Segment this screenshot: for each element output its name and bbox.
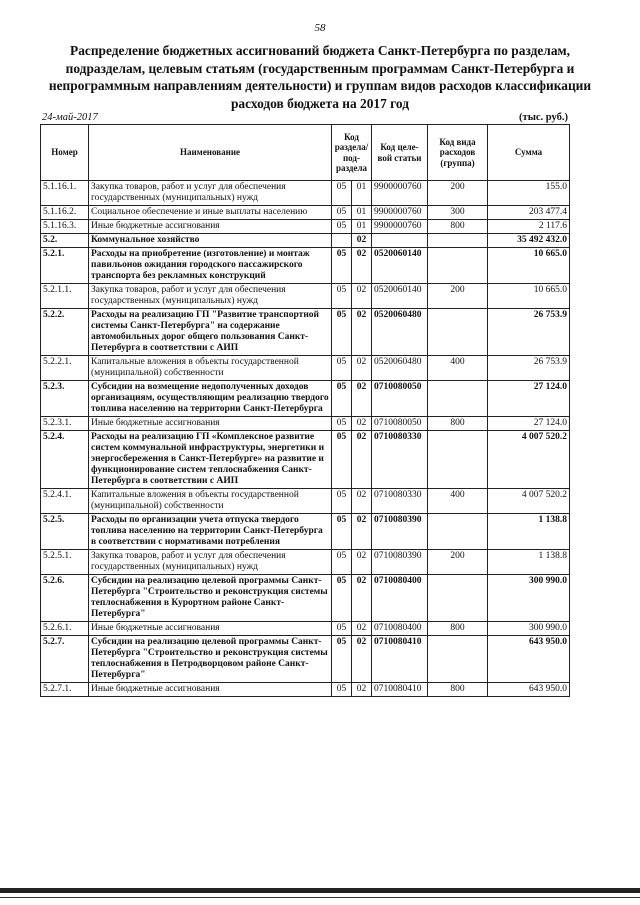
- row-number: 5.2.7.: [41, 636, 89, 683]
- row-sum: 155.0: [488, 181, 570, 206]
- table-row: [41, 550, 570, 575]
- table-row: [41, 489, 570, 514]
- row-name: Капитальные вложения в объекты государственной (муниципальной) собственности: [89, 356, 332, 381]
- row-number: 5.2.2.1.: [41, 356, 89, 381]
- row-section: 05: [332, 220, 352, 234]
- row-name: Субсидии на возмещение недополученных доходов организациям, осуществляющим реализацию твердого топлива населению на территории Санкт-Петербурга: [89, 381, 332, 417]
- table-row: [41, 575, 570, 622]
- row-expense-code: [428, 381, 488, 417]
- row-target-code: 0520060480: [372, 356, 428, 381]
- row-expense-code: 800: [428, 622, 488, 636]
- table-row: [41, 309, 570, 356]
- row-number: 5.2.1.: [41, 248, 89, 284]
- row-target-code: 9900000760: [372, 220, 428, 234]
- row-section: 05: [332, 356, 352, 381]
- budget-table: [40, 124, 570, 697]
- table-row: [41, 284, 570, 309]
- row-sum: 27 124.0: [488, 381, 570, 417]
- table-row: [41, 181, 570, 206]
- row-section: 05: [332, 181, 352, 206]
- row-name: Закупка товаров, работ и услуг для обеспечения государственных (муниципальных) нужд: [89, 284, 332, 309]
- row-target-code: 0710080390: [372, 514, 428, 550]
- row-subsection: 02: [352, 683, 372, 697]
- document-date: 24-май-2017: [42, 112, 98, 123]
- row-target-code: 0710080400: [372, 575, 428, 622]
- row-subsection: 02: [352, 431, 372, 489]
- row-section: 05: [332, 550, 352, 575]
- row-target-code: 0710080400: [372, 622, 428, 636]
- row-expense-code: [428, 309, 488, 356]
- row-subsection: 02: [352, 234, 372, 248]
- row-subsection: 02: [352, 309, 372, 356]
- row-target-code: [372, 234, 428, 248]
- row-target-code: 0710080050: [372, 417, 428, 431]
- row-subsection: 02: [352, 381, 372, 417]
- row-sum: 2 117.6: [488, 220, 570, 234]
- row-name: Социальное обеспечение и иные выплаты населению: [89, 206, 332, 220]
- row-subsection: 01: [352, 220, 372, 234]
- row-target-code: 0520060140: [372, 248, 428, 284]
- row-expense-code: 800: [428, 683, 488, 697]
- row-number: 5.2.4.1.: [41, 489, 89, 514]
- row-target-code: 0710080410: [372, 636, 428, 683]
- table-row: [41, 431, 570, 489]
- row-name: Иные бюджетные ассигнования: [89, 683, 332, 697]
- row-subsection: 01: [352, 206, 372, 220]
- row-sum: 1 138.8: [488, 514, 570, 550]
- row-subsection: 02: [352, 550, 372, 575]
- row-section: 05: [332, 575, 352, 622]
- row-section: 05: [332, 248, 352, 284]
- row-sum: 300 990.0: [488, 575, 570, 622]
- row-section: [332, 234, 352, 248]
- row-subsection: 02: [352, 636, 372, 683]
- row-number: 5.2.6.1.: [41, 622, 89, 636]
- row-section: 05: [332, 489, 352, 514]
- row-subsection: 02: [352, 514, 372, 550]
- row-target-code: 0710080330: [372, 431, 428, 489]
- row-name: Коммунальное хозяйство: [89, 234, 332, 248]
- row-expense-code: [428, 234, 488, 248]
- row-number: 5.2.: [41, 234, 89, 248]
- row-expense-code: 200: [428, 181, 488, 206]
- row-sum: 26 753.9: [488, 309, 570, 356]
- header-target-code: Код целе-вой статьи: [372, 125, 428, 181]
- row-subsection: 02: [352, 417, 372, 431]
- row-sum: 26 753.9: [488, 356, 570, 381]
- row-subsection: 02: [352, 489, 372, 514]
- row-expense-code: [428, 248, 488, 284]
- row-section: 05: [332, 636, 352, 683]
- row-target-code: 0520060140: [372, 284, 428, 309]
- row-number: 5.2.4.: [41, 431, 89, 489]
- row-section: 05: [332, 431, 352, 489]
- row-expense-code: [428, 636, 488, 683]
- header-expense-code: Код вида расходов (группа): [428, 125, 488, 181]
- row-sum: 643 950.0: [488, 636, 570, 683]
- row-expense-code: 400: [428, 356, 488, 381]
- table-row: [41, 622, 570, 636]
- row-sum: 35 492 432.0: [488, 234, 570, 248]
- row-section: 05: [332, 206, 352, 220]
- table-row: [41, 356, 570, 381]
- row-sum: 10 665.0: [488, 284, 570, 309]
- header-name: Наименование: [89, 125, 332, 181]
- row-expense-code: 400: [428, 489, 488, 514]
- row-name: Иные бюджетные ассигнования: [89, 622, 332, 636]
- row-target-code: 9900000760: [372, 181, 428, 206]
- table-row: [41, 514, 570, 550]
- row-target-code: 0710080390: [372, 550, 428, 575]
- row-sum: 4 007 520.2: [488, 489, 570, 514]
- row-name: Расходы на реализацию ГП «Комплексное развитие систем коммунальной инфраструктуры, энергетики и энергосбережения в Санкт-Петербурге» на развитие и функционирование систем теплоснабжения Санкт-Петербурга в соответствии с АИП: [89, 431, 332, 489]
- row-target-code: 0710080410: [372, 683, 428, 697]
- row-name: Расходы на приобретение (изготовление) и монтаж павильонов ожидания городского пассажирского транспорта без рекламных конструкций: [89, 248, 332, 284]
- row-name: Капитальные вложения в объекты государственной (муниципальной) собственности: [89, 489, 332, 514]
- row-expense-code: 300: [428, 206, 488, 220]
- page-number: 58: [314, 22, 326, 34]
- row-section: 05: [332, 683, 352, 697]
- table-row: [41, 248, 570, 284]
- row-expense-code: [428, 575, 488, 622]
- row-name: Расходы на реализацию ГП "Развитие транспортной системы Санкт-Петербурга" на содержание автомобильных дорог общего пользования Санкт-Петербурга в соответствии с АИП: [89, 309, 332, 356]
- row-sum: 203 477.4: [488, 206, 570, 220]
- table-row: [41, 683, 570, 697]
- row-subsection: 02: [352, 356, 372, 381]
- row-target-code: 0710080050: [372, 381, 428, 417]
- row-target-code: 9900000760: [372, 206, 428, 220]
- row-sum: 643 950.0: [488, 683, 570, 697]
- document-title: Распределение бюджетных ассигнований бюджета Санкт-Петербурга по разделам, подразделам, целевым статьям (государственным программам Санкт-Петербурга и непрограммным направлениям деятельности) и группам видов расходов классификации расходов бюджета на 2017 год: [48, 43, 592, 111]
- bottom-border: [0, 888, 640, 893]
- row-number: 5.2.6.: [41, 575, 89, 622]
- row-number: 5.1.16.1.: [41, 181, 89, 206]
- row-expense-code: 200: [428, 284, 488, 309]
- row-subsection: 02: [352, 248, 372, 284]
- row-name: Субсидии на реализацию целевой программы Санкт-Петербурга "Строительство и реконструкция системы теплоснабжения в Курортном районе Санкт-Петербурга": [89, 575, 332, 622]
- row-subsection: 02: [352, 284, 372, 309]
- row-number: 5.2.2.: [41, 309, 89, 356]
- row-name: Субсидии на реализацию целевой программы Санкт-Петербурга "Строительство и реконструкция системы теплоснабжения в Петродворцовом районе Санкт-Петербурга": [89, 636, 332, 683]
- header-section-code: Код раздела/ под-раздела: [332, 125, 372, 181]
- row-number: 5.2.5.: [41, 514, 89, 550]
- row-name: Иные бюджетные ассигнования: [89, 220, 332, 234]
- row-section: 05: [332, 514, 352, 550]
- row-number: 5.2.1.1.: [41, 284, 89, 309]
- row-target-code: 0520060480: [372, 309, 428, 356]
- header-sum: Сумма: [488, 125, 570, 181]
- row-section: 05: [332, 381, 352, 417]
- row-subsection: 02: [352, 575, 372, 622]
- table-row: [41, 381, 570, 417]
- units-label: (тыс. руб.): [519, 112, 568, 123]
- row-name: Расходы по организации учета отпуска твердого топлива населению на территории Санкт-Петербурга в соответствии с нормативами потребления: [89, 514, 332, 550]
- row-name: Закупка товаров, работ и услуг для обеспечения государственных (муниципальных) нужд: [89, 550, 332, 575]
- row-sum: 27 124.0: [488, 417, 570, 431]
- row-number: 5.1.16.2.: [41, 206, 89, 220]
- row-expense-code: 800: [428, 220, 488, 234]
- row-expense-code: 200: [428, 550, 488, 575]
- row-number: 5.2.3.1.: [41, 417, 89, 431]
- table-row: [41, 417, 570, 431]
- row-subsection: 02: [352, 622, 372, 636]
- table-row: [41, 234, 570, 248]
- row-section: 05: [332, 309, 352, 356]
- table-row: [41, 220, 570, 234]
- row-sum: 10 665.0: [488, 248, 570, 284]
- row-sum: 4 007 520.2: [488, 431, 570, 489]
- row-number: 5.2.5.1.: [41, 550, 89, 575]
- row-sum: 300 990.0: [488, 622, 570, 636]
- table-row: [41, 636, 570, 683]
- row-number: 5.2.3.: [41, 381, 89, 417]
- row-name: Закупка товаров, работ и услуг для обеспечения государственных (муниципальных) нужд: [89, 181, 332, 206]
- row-section: 05: [332, 417, 352, 431]
- row-number: 5.2.7.1.: [41, 683, 89, 697]
- row-expense-code: [428, 431, 488, 489]
- row-section: 05: [332, 284, 352, 309]
- bottom-border-thin: [0, 897, 640, 898]
- table-row: [41, 206, 570, 220]
- row-number: 5.1.16.3.: [41, 220, 89, 234]
- row-target-code: 0710080330: [372, 489, 428, 514]
- row-section: 05: [332, 622, 352, 636]
- row-name: Иные бюджетные ассигнования: [89, 417, 332, 431]
- header-number: Номер: [41, 125, 89, 181]
- row-subsection: 01: [352, 181, 372, 206]
- row-expense-code: [428, 514, 488, 550]
- row-sum: 1 138.8: [488, 550, 570, 575]
- row-expense-code: 800: [428, 417, 488, 431]
